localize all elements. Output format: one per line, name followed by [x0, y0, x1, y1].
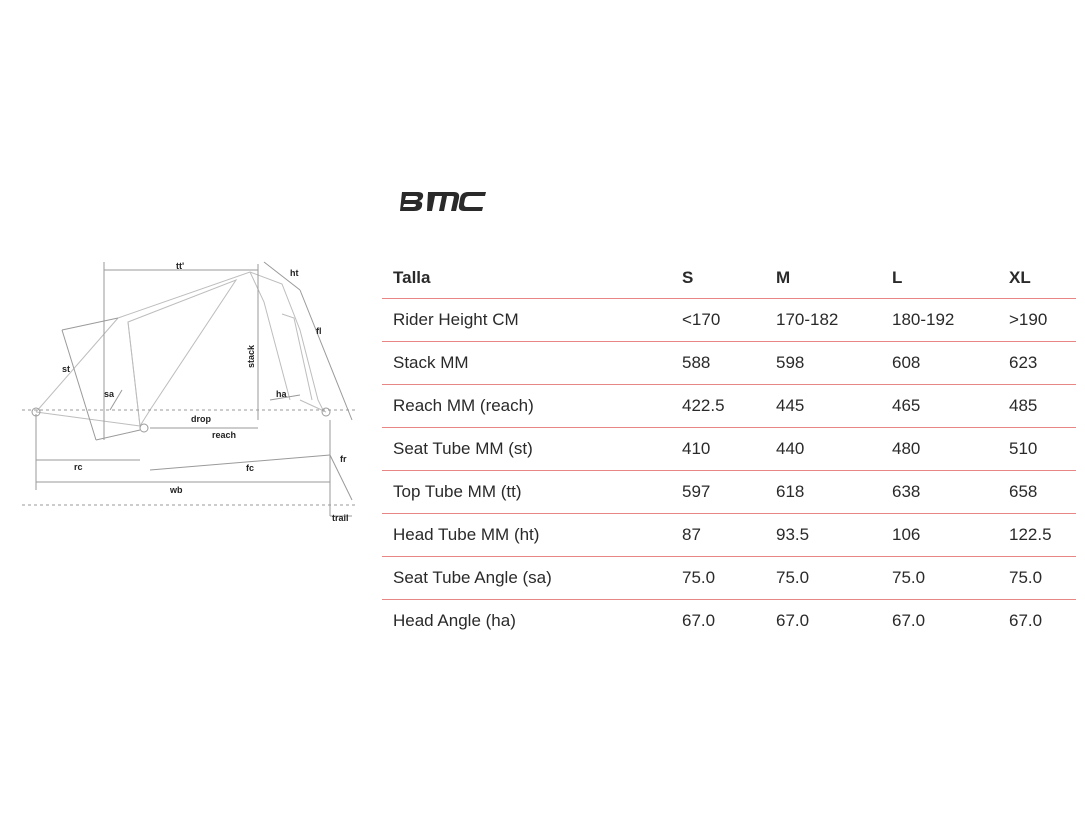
row-label: Top Tube MM (tt): [382, 471, 671, 514]
table-header-row: [382, 258, 1076, 299]
cell-l: 465: [881, 385, 998, 428]
cell-xl: 623: [998, 342, 1076, 385]
cell-s: 87: [671, 514, 765, 557]
table-row: [382, 600, 1076, 643]
label-sa: sa: [104, 389, 115, 399]
label-stack: stack: [246, 344, 256, 368]
table-row: [382, 342, 1076, 385]
table-row: [382, 385, 1076, 428]
cell-s: 597: [671, 471, 765, 514]
cell-xl: 75.0: [998, 557, 1076, 600]
row-label: Head Angle (ha): [393, 611, 516, 630]
row-label: Head Tube MM (ht): [382, 514, 671, 557]
label-reach: reach: [212, 430, 237, 440]
cell-l: 75.0: [881, 557, 998, 600]
cell-m: 67.0: [776, 611, 810, 630]
cell-m: 75.0: [765, 557, 881, 600]
label-drop: drop: [191, 414, 211, 424]
table-row: [382, 514, 1076, 557]
row-label: Reach MM (reach): [382, 385, 671, 428]
cell-xl: 510: [998, 428, 1076, 471]
cell-l: 106: [881, 514, 998, 557]
cell-l: 180-192: [881, 299, 998, 342]
label-fr: fr: [340, 454, 347, 464]
row-label: Stack MM: [382, 342, 671, 385]
row-label: Seat Tube MM (st): [382, 428, 671, 471]
cell-s: 75.0: [671, 557, 765, 600]
cell-xl: 658: [998, 471, 1076, 514]
header-size-s: S: [671, 258, 765, 299]
header-size-xl: XL: [998, 258, 1076, 299]
bmc-logo-mark: [400, 186, 490, 216]
label-ha: ha: [276, 389, 287, 399]
header-size-m: M: [765, 258, 881, 299]
cell-m: 440: [765, 428, 881, 471]
bmc-logo: [400, 186, 490, 216]
label-rc: rc: [74, 462, 83, 472]
geometry-table: [382, 258, 1076, 642]
cell-xl: >190: [998, 299, 1076, 342]
cell-s: <170: [671, 299, 765, 342]
table-row: [382, 428, 1076, 471]
cell-s: 67.0: [682, 611, 716, 630]
table-row: [382, 471, 1076, 514]
header-talla: Talla: [382, 258, 671, 299]
cell-xl: 67.0: [1009, 611, 1043, 630]
cell-m: 618: [765, 471, 881, 514]
cell-s: 410: [671, 428, 765, 471]
cell-l: 608: [881, 342, 998, 385]
cell-l: 67.0: [892, 611, 926, 630]
row-label: Seat Tube Angle (sa): [382, 557, 671, 600]
cell-m: 170-182: [765, 299, 881, 342]
cell-l: 480: [881, 428, 998, 471]
cell-s: 588: [671, 342, 765, 385]
label-tt: tt': [176, 261, 185, 271]
cell-m: 93.5: [765, 514, 881, 557]
row-label: Rider Height CM: [382, 299, 671, 342]
cell-xl: 122.5: [998, 514, 1076, 557]
cell-l: 638: [881, 471, 998, 514]
label-fc: fc: [246, 463, 255, 473]
label-trail: trail: [332, 513, 349, 523]
label-wb: wb: [170, 485, 183, 495]
frame-geometry-diagram: [0, 0, 370, 813]
cell-m: 598: [765, 342, 881, 385]
label-ht: ht: [290, 268, 299, 278]
table-row: [382, 299, 1076, 342]
label-st: st: [62, 364, 71, 374]
header-size-l: L: [881, 258, 998, 299]
label-fl: fl: [316, 326, 322, 336]
cell-xl: 485: [998, 385, 1076, 428]
table-row: [382, 557, 1076, 600]
cell-s: 422.5: [671, 385, 765, 428]
cell-m: 445: [765, 385, 881, 428]
